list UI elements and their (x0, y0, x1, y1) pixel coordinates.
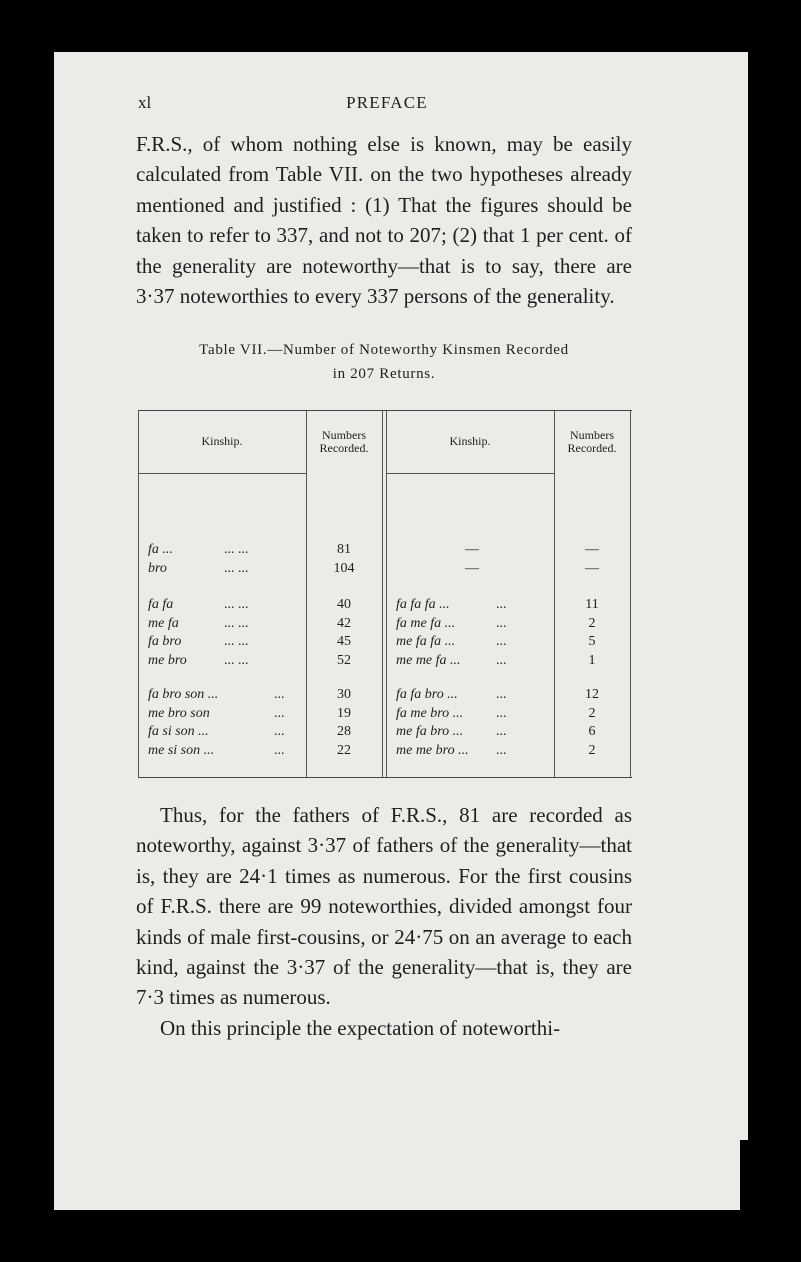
kinship-cell: fa fa fa ... (396, 597, 450, 612)
table-caption-line2: in 207 Returns. (332, 366, 436, 382)
leader-dots: ... (496, 742, 507, 758)
leader-dots: ... (496, 705, 507, 721)
kinship-cell: bro (148, 560, 167, 576)
paragraph-bottom-text-2: On this principle the expectation of noteworthi- (160, 1015, 561, 1040)
number-cell: — (585, 542, 599, 557)
kinship-cell: me fa (148, 615, 179, 631)
running-title: PREFACE (346, 93, 428, 112)
header-numbers-left: Numbers Recorded. (319, 428, 369, 455)
table-caption-line1: Table VII.—Number of Noteworthy Kinsmen Recorded (199, 342, 569, 358)
number-cell: 2 (588, 705, 596, 721)
number-cell: 2 (588, 742, 596, 758)
table-divider (386, 411, 387, 777)
header-kinship-right: Kinship. (449, 434, 491, 448)
paragraph-top (136, 129, 632, 311)
number-cell: 19 (337, 705, 351, 721)
leader-dots: ... (496, 634, 507, 649)
kinship-table (138, 410, 632, 778)
leader-dots: ... (496, 724, 507, 739)
number-cell: 22 (337, 742, 351, 758)
number-cell: 104 (333, 560, 355, 576)
number-cell: 52 (337, 652, 351, 668)
kinship-cell: fa bro son ... (148, 687, 219, 702)
leader-dots: ... (496, 615, 507, 631)
kinship-cell: me bro (148, 652, 187, 668)
kinship-cell: me fa bro ... (396, 724, 464, 739)
leader-dots: ... ... (224, 634, 249, 649)
leader-dots: ... ... (224, 615, 249, 631)
number-cell: 30 (337, 687, 351, 702)
number-cell: 42 (337, 615, 351, 631)
number-cell: 1 (588, 652, 596, 668)
leader-dots: ... ... (224, 560, 249, 576)
number-cell: 5 (588, 634, 596, 649)
leader-dots: ... (274, 687, 285, 702)
paragraph-top-text: F.R.S., of whom nothing else is known, may be easily calculated from Table VII. on the two hypotheses already mentioned and justified : (1) That the figures should be taken to refer to 337, and not to 207; (2) that 1 per cent. of the generality are noteworthy—that is to say, there are 3·37 noteworthies to every 337 persons of the generality. (136, 132, 632, 309)
number-cell: — (585, 560, 599, 576)
kinship-cell: fa fa bro ... (396, 687, 458, 702)
paragraph-bottom (136, 800, 632, 1043)
leader-dots: ... (496, 652, 507, 668)
number-cell: 2 (588, 615, 596, 631)
leader-dots: ... (274, 724, 285, 739)
kinship-cell: — (465, 542, 479, 557)
header-kinship-left: Kinship. (201, 434, 243, 448)
number-cell: 28 (337, 724, 351, 739)
header-rule (138, 473, 306, 474)
kinship-cell: fa me fa ... (396, 615, 456, 631)
table-border-right (630, 411, 631, 777)
number-cell: 12 (585, 687, 599, 702)
page-number: xl (138, 93, 152, 112)
kinship-cell: me me fa ... (396, 652, 461, 668)
kinship-cell: me si son ... (148, 742, 215, 758)
number-cell: 45 (337, 634, 351, 649)
kinship-cell: — (465, 560, 479, 576)
kinship-cell: fa fa (148, 597, 174, 612)
kinship-cell: me fa fa ... (396, 634, 456, 649)
leader-dots: ... ... (224, 597, 249, 612)
kinship-cell: fa ... (148, 542, 173, 557)
number-cell: 6 (588, 724, 596, 739)
kinship-cell: me me bro ... (396, 742, 469, 758)
leader-dots: ... (496, 597, 507, 612)
kinship-cell: fa bro (148, 634, 182, 649)
number-cell: 81 (337, 542, 351, 557)
kinship-cell: me bro son (148, 705, 210, 721)
paragraph-bottom-text-1: Thus, for the fathers of F.R.S., 81 are recorded as noteworthy, against 3·37 of fathers of the generality—that is, they are 24·1 times as numerous. For the first cousins of F.R.S. there are 99 noteworthies, divided amongst four kinds of male first-cousins, or 24·75 on an average to each kind, against the 3·37 of the generality—that is, they are 7·3 times as numerous. (136, 803, 632, 1010)
kinship-cell: fa me bro ... (396, 705, 464, 721)
table-divider (382, 411, 383, 777)
table-caption (136, 338, 632, 386)
number-cell: 11 (585, 597, 599, 612)
leader-dots: ... (274, 705, 285, 721)
table-border-left (138, 411, 139, 777)
leader-dots: ... ... (224, 652, 249, 668)
leader-dots: ... (496, 687, 507, 702)
leader-dots: ... ... (224, 542, 249, 557)
kinship-cell: fa si son ... (148, 724, 209, 739)
header-numbers-right: Numbers Recorded. (567, 428, 617, 455)
number-cell: 40 (337, 597, 351, 612)
header-rule (386, 473, 554, 474)
leader-dots: ... (274, 742, 285, 758)
